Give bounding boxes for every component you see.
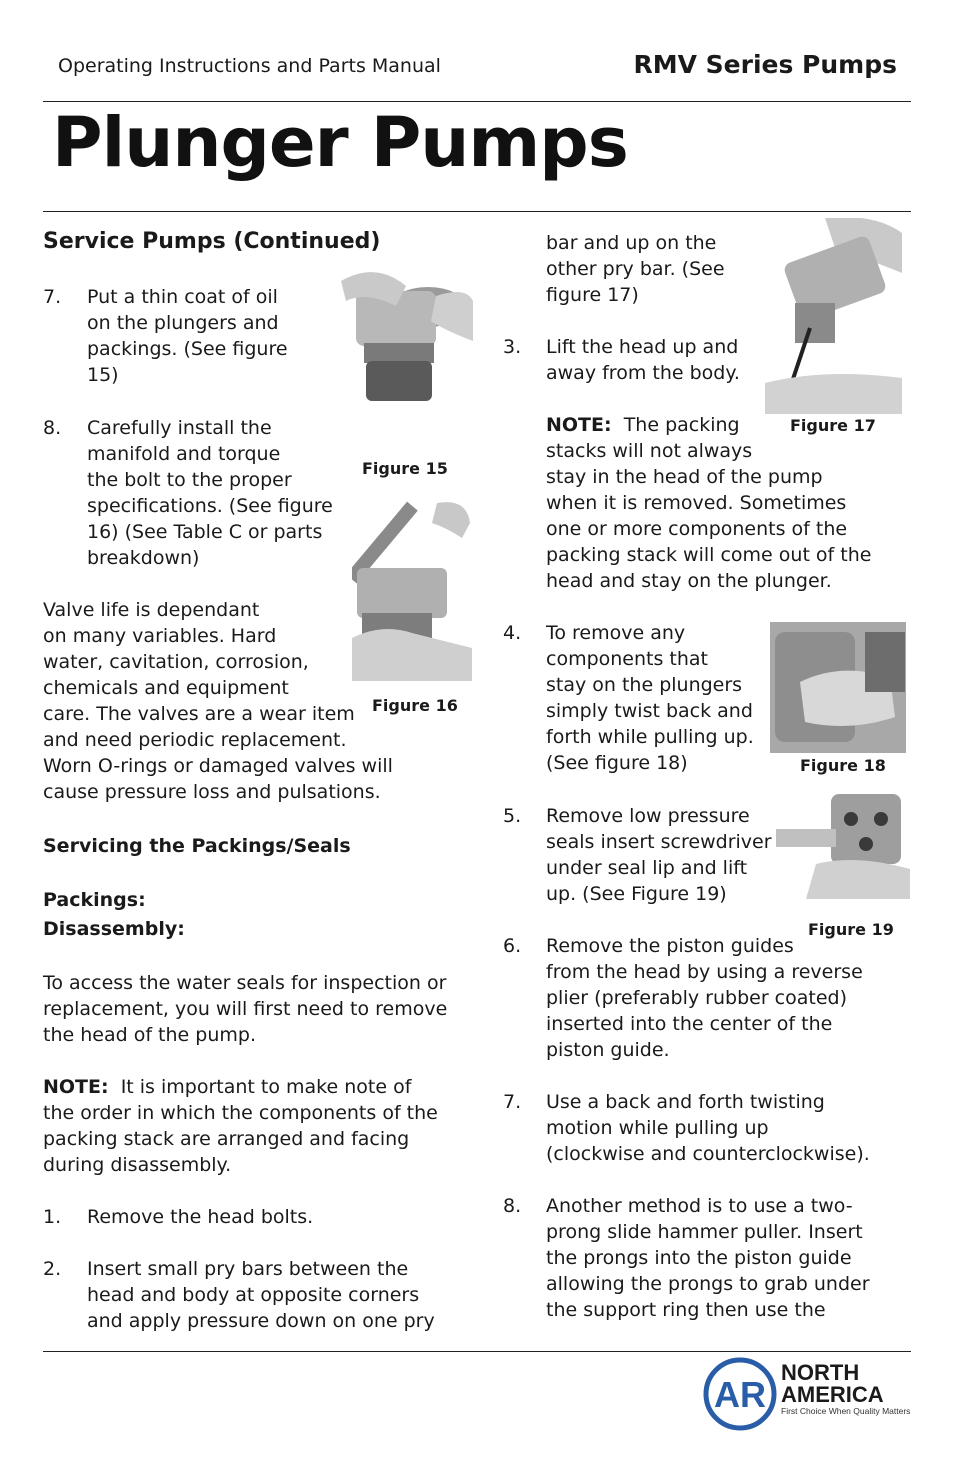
text-line: stacks will not always — [546, 440, 753, 462]
figure-19-caption: Figure 19 — [808, 920, 894, 939]
text-line: Another method is to use a two- — [546, 1195, 853, 1217]
step-text — [87, 415, 333, 571]
step-number: 2. — [43, 1258, 62, 1280]
text-line: 16) (See Table C or parts — [87, 521, 323, 543]
manual-title: Operating Instructions and Parts Manual — [58, 55, 441, 77]
text-line: Lift the head up and — [546, 336, 739, 358]
text-line: cause pressure loss and pulsations. — [43, 781, 381, 803]
text-line: from the head by using a reverse — [546, 961, 863, 983]
step2-continued — [546, 230, 725, 308]
figure-16-caption: Figure 16 — [372, 696, 458, 715]
logo-line-america: AMERICA — [781, 1382, 884, 1407]
text-line: head and stay on the plunger. — [546, 570, 832, 592]
text-line: the prongs into the piston guide — [546, 1247, 852, 1269]
access-paragraph — [43, 970, 447, 1048]
logo-line-north: NORTH — [781, 1360, 860, 1385]
text-line: specifications. (See figure — [87, 495, 333, 517]
text-line: the order in which the components of the — [43, 1102, 438, 1124]
text-line: seals insert screwdriver — [546, 831, 772, 853]
footer-rule — [43, 1351, 911, 1352]
step-text — [546, 1193, 870, 1323]
text-line: Carefully install the — [87, 417, 272, 439]
note-label: NOTE: — [546, 414, 612, 436]
step-number: 7. — [43, 286, 62, 308]
subheading-packings-seals: Servicing the Packings/Seals — [43, 835, 351, 857]
text-line: other pry bar. (See — [546, 258, 725, 280]
text-line: up. (See Figure 19) — [546, 883, 727, 905]
text-line: Remove low pressure — [546, 805, 750, 827]
text-line: away from the body. — [546, 362, 740, 384]
note-paragraph — [546, 412, 871, 594]
text-line: components that — [546, 648, 709, 670]
text-line: care. The valves are a wear item — [43, 703, 355, 725]
figure-19-image — [776, 784, 910, 899]
text-line: water, cavitation, corrosion, — [43, 651, 309, 673]
note-paragraph — [43, 1074, 438, 1178]
step-text — [546, 933, 863, 1063]
text-line: piston guide. — [546, 1039, 670, 1061]
figure-17-image — [765, 218, 902, 414]
text-line: (clockwise and counterclockwise). — [546, 1143, 870, 1165]
logo-mark-text: AR — [714, 1374, 766, 1415]
text-line: stay in the head of the pump — [546, 466, 823, 488]
step-text — [87, 1256, 435, 1334]
page-title: Plunger Pumps — [52, 103, 628, 183]
heading-line: Packings: — [43, 889, 146, 911]
text-line: packing stack are arranged and facing — [43, 1128, 410, 1150]
title-rule — [43, 211, 911, 212]
text-line: when it is removed. Sometimes — [546, 492, 847, 514]
step-text — [87, 284, 288, 388]
text-line: figure 17) — [546, 284, 639, 306]
text-line: manifold and torque — [87, 443, 281, 465]
text-line: one or more components of the — [546, 518, 848, 540]
series-title: RMV Series Pumps — [633, 50, 897, 79]
step-number: 8. — [503, 1195, 522, 1217]
packings-heading — [43, 886, 185, 944]
text-line: stay on the plungers — [546, 674, 743, 696]
figure-17-caption: Figure 17 — [790, 416, 876, 435]
text-line: the head of the pump. — [43, 1024, 256, 1046]
step-text — [546, 1089, 870, 1167]
step-number: 6. — [503, 935, 522, 957]
text-line: (See figure 18) — [546, 752, 688, 774]
step-text — [546, 334, 740, 386]
figure-15-image — [336, 261, 473, 404]
text-line: 15) — [87, 364, 119, 386]
figure-18-caption: Figure 18 — [800, 756, 886, 775]
header-rule — [43, 101, 911, 102]
step-number: 4. — [503, 622, 522, 644]
text-line: The packing — [623, 414, 740, 436]
text-line: breakdown) — [87, 547, 200, 569]
text-line: head and body at opposite corners — [87, 1284, 420, 1306]
text-line: on many variables. Hard — [43, 625, 277, 647]
text-line: simply twist back and — [546, 700, 753, 722]
valve-paragraph — [43, 597, 393, 805]
step-number: 8. — [43, 417, 62, 439]
text-line: on the plungers and — [87, 312, 279, 334]
section-heading: Service Pumps (Continued) — [43, 229, 381, 254]
text-line: Worn O-rings or damaged valves will — [43, 755, 393, 777]
text-line: motion while pulling up — [546, 1117, 769, 1139]
figure-18-image — [770, 622, 906, 753]
step-number: 1. — [43, 1206, 62, 1228]
text-line: It is important to make note of — [120, 1076, 412, 1098]
text-line: Use a back and forth twisting — [546, 1091, 825, 1113]
text-line: packings. (See figure — [87, 338, 288, 360]
figure-15-caption: Figure 15 — [362, 459, 448, 478]
step-number: 3. — [503, 336, 522, 358]
text-line: Insert small pry bars between the — [87, 1258, 409, 1280]
text-line: To access the water seals for inspection or — [43, 972, 447, 994]
ar-logo-icon — [703, 1357, 777, 1431]
text-line: packing stack will come out of the — [546, 544, 872, 566]
text-line: forth while pulling up. — [546, 726, 754, 748]
step-text — [87, 1204, 313, 1230]
text-line: Put a thin coat of oil — [87, 286, 278, 308]
heading-line: Disassembly: — [43, 918, 185, 940]
text-line: allowing the prongs to grab under — [546, 1273, 870, 1295]
step-number: 5. — [503, 805, 522, 827]
text-line: bar and up on the — [546, 232, 717, 254]
text-line: To remove any — [546, 622, 686, 644]
text-line: Remove the head bolts. — [87, 1206, 314, 1228]
note-label: NOTE: — [43, 1076, 109, 1098]
text-line: the support ring then use the — [546, 1299, 826, 1321]
text-line: Valve life is dependant — [43, 599, 260, 621]
text-line: during disassembly. — [43, 1154, 232, 1176]
step-text — [546, 803, 772, 907]
step-number: 7. — [503, 1091, 522, 1113]
text-line: replacement, you will first need to remove — [43, 998, 448, 1020]
text-line: plier (preferably rubber coated) — [546, 987, 848, 1009]
text-line: and need periodic replacement. — [43, 729, 347, 751]
logo-wordmark — [781, 1362, 910, 1416]
text-line: the bolt to the proper — [87, 469, 292, 491]
text-line: under seal lip and lift — [546, 857, 748, 879]
text-line: chemicals and equipment — [43, 677, 289, 699]
text-line: and apply pressure down on one pry — [87, 1310, 435, 1332]
step-text — [546, 620, 754, 776]
logo-tagline: First Choice When Quality Matters — [781, 1406, 911, 1416]
text-line: prong slide hammer puller. Insert — [546, 1221, 863, 1243]
text-line: Remove the piston guides — [546, 935, 794, 957]
text-line: inserted into the center of the — [546, 1013, 833, 1035]
